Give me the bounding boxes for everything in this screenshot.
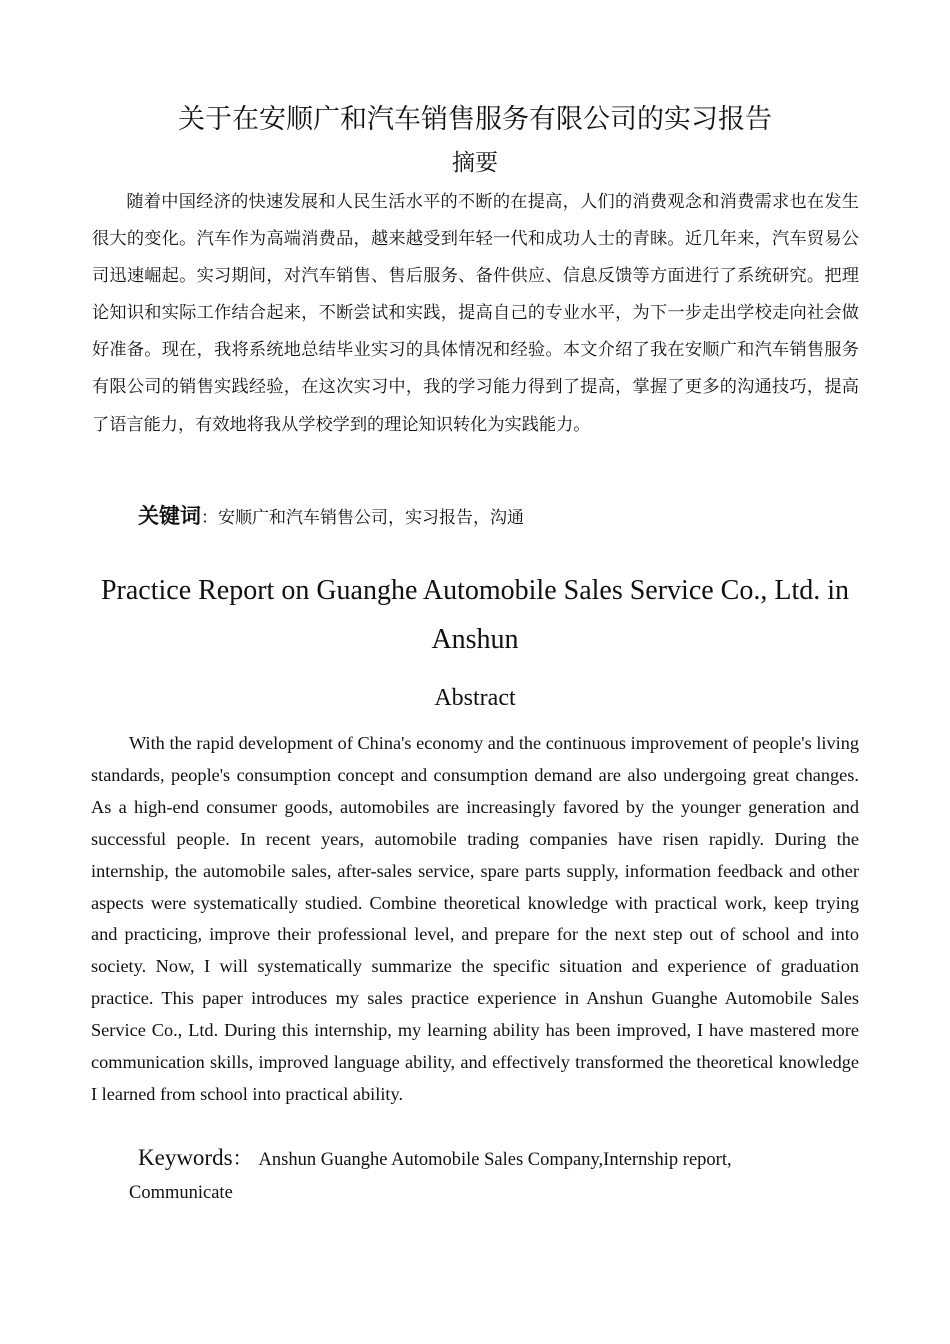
english-abstract-paragraph: With the rapid development of China's economy and the continuous improvement of people's living standards, people's consumption concept and consumption demand are also undergoing great changes. As a high-end consumer goods, automobiles are increasingly favored by the younger generation and successful people. In recent years, automobile trading companies have risen rapidly. During the internship, the automobile sales, after-sales service, spare parts supply, information feedback and other aspects were systematically studied. Combine theoretical knowledge with practical work, keep trying and practicing, improve their professional level, and prepare for the next step out of school and into society. Now, I will systematically summarize the specific situation and experience of graduation practice. This paper introduces my sales practice experience in Anshun Guanghe Automobile Sales Service Co., Ltd. During this internship, my learning ability has been improved, I have mastered more communication skills, improved language ability, and effectively transformed the theoretical knowledge I learned from school into practical ability. (91, 733, 859, 1104)
chinese-keywords-colon: ： (201, 508, 218, 528)
chinese-keywords-value: 安顺广和汽车销售公司，实习报告，沟通 (218, 508, 524, 528)
english-keywords-colon: ： (232, 1146, 253, 1170)
chinese-abstract-heading: 摘要 (452, 150, 498, 176)
english-abstract-heading: Abstract (434, 685, 516, 711)
english-keywords-value: Anshun Guanghe Automobile Sales Company,Internship report, Communicate (129, 1150, 732, 1203)
english-keywords (129, 1142, 769, 1210)
english-title: Practice Report on Guanghe Automobile Sales Service Co., Ltd. in Anshun (100, 575, 850, 655)
chinese-abstract-paragraph: 随着中国经济的快速发展和人民生活水平的不断的在提高，人们的消费观念和消费需求也在发生很大的变化。汽车作为高端消费品，越来越受到年轻一代和成功人士的青睐。近几年来，汽车贸易公司迅速崛起。实习期间，对汽车销售、售后服务、备件供应、信息反馈等方面进行了系统研究。把理论知识和实际工作结合起来，不断尝试和实践，提高自己的专业水平，为下一步走出学校走向社会做好准备。现在，我将系统地总结毕业实习的具体情况和经验。本文介绍了我在安顺广和汽车销售服务有限公司的销售实践经验，在这次实习中，我的学习能力得到了提高，掌握了更多的沟通技巧，提高了语言能力，有效地将我从学校学到的理论知识转化为实践能力。 (92, 192, 859, 435)
english-keywords-label: Keywords (138, 1145, 233, 1170)
chinese-title: 关于在安顺广和汽车销售服务有限公司的实习报告 (178, 104, 772, 135)
chinese-keywords-label: 关键词 (138, 504, 201, 528)
chinese-keywords (138, 498, 858, 536)
